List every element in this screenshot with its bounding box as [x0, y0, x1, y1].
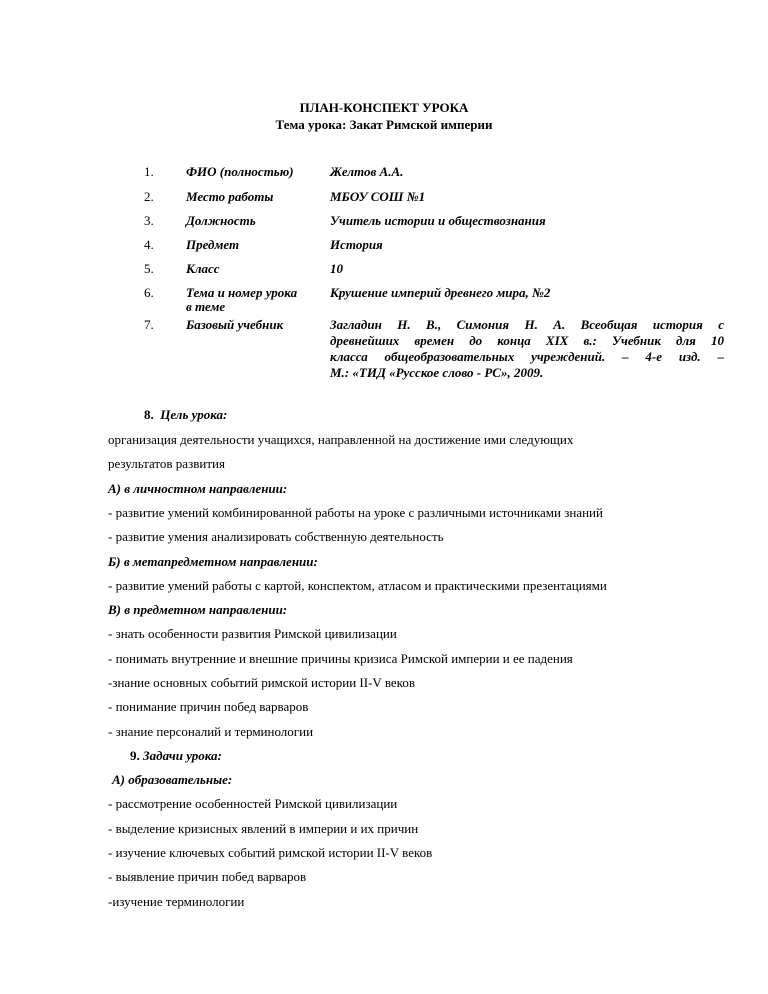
row-value: Крушение империй древнего мира, №2: [330, 285, 551, 300]
row-number: 4.: [144, 237, 154, 252]
list-item: - выделение кризисных явлений в империи и их причин: [108, 821, 419, 836]
list-item: - развитие умения анализировать собственную деятельность: [108, 529, 444, 544]
textbook-line: М.: «ТИД «Русское слово - РС», 2009.: [330, 365, 544, 380]
list-item: - знание персоналий и терминологии: [108, 724, 314, 739]
list-item: - знать особенности развития Римской цивилизации: [108, 626, 397, 641]
row-label: Класс: [186, 261, 220, 276]
row-number: 1.: [144, 164, 154, 179]
section-title: Задачи урока:: [143, 748, 222, 763]
row-label: Базовый учебник: [186, 317, 284, 332]
row-number: 3.: [144, 213, 154, 228]
section-title: Цель урока:: [160, 407, 228, 422]
list-item: -знание основных событий римской истории II-V веков: [108, 675, 415, 690]
row-label-cont: в теме: [186, 299, 226, 314]
subsection-heading: А) образовательные:: [112, 772, 233, 787]
lesson-topic: Тема урока: Закат Римской империи: [275, 117, 493, 132]
page-title: ПЛАН-КОНСПЕКТ УРОКА: [299, 100, 469, 115]
list-item: - понимать внутренние и внешние причины кризиса Римской империи и ее падения: [108, 651, 573, 666]
row-number: 7.: [144, 317, 154, 332]
list-item: - развитие умений работы с картой, конспектом, атласом и практическими презентациями: [108, 578, 607, 593]
textbook-line: древнейших времен до конца XIX в.: Учебник для 10: [330, 333, 724, 348]
row-number: 2.: [144, 189, 154, 204]
textbook-line: класса общеобразовательных учреждений. – 4-е изд. –: [330, 349, 724, 364]
row-value: 10: [330, 261, 343, 276]
row-number: 6.: [144, 285, 154, 300]
goal-intro-cont: результатов развития: [108, 456, 225, 471]
row-label: Должность: [186, 213, 256, 228]
row-value: Желтов А.А.: [330, 164, 404, 179]
row-value: История: [330, 237, 383, 252]
textbook-reference: [330, 317, 724, 381]
textbook-line: Загладин Н. В., Симония Н. А. Всеобщая история с: [330, 317, 724, 332]
list-item: - понимание причин побед варваров: [108, 699, 309, 714]
goal-intro: организация деятельности учащихся, направленной на достижение ими следующих: [108, 432, 574, 447]
subsection-heading: Б) в метапредметном направлении:: [108, 554, 318, 569]
list-item: -изучение терминологии: [108, 894, 245, 909]
section-number: 8.: [144, 407, 154, 422]
tasks-heading: [130, 748, 222, 764]
subsection-heading: А) в личностном направлении:: [108, 481, 288, 496]
list-item: - изучение ключевых событий римской истории II-V веков: [108, 845, 433, 860]
section-number: 9.: [130, 748, 140, 763]
list-item: - выявление причин побед варваров: [108, 869, 307, 884]
goal-heading: [144, 407, 227, 423]
subsection-heading: В) в предметном направлении:: [108, 602, 288, 617]
row-label: Место работы: [186, 189, 274, 204]
row-number: 5.: [144, 261, 154, 276]
row-value: МБОУ СОШ №1: [330, 189, 426, 204]
row-label: Предмет: [186, 237, 240, 252]
row-label: ФИО (полностью): [186, 164, 294, 179]
row-value: Учитель истории и обществознания: [330, 213, 546, 228]
row-label: Тема и номер урока: [186, 285, 298, 300]
list-item: - развитие умений комбинированной работы на уроке с различными источниками знаний: [108, 505, 603, 520]
list-item: - рассмотрение особенностей Римской цивилизации: [108, 796, 398, 811]
